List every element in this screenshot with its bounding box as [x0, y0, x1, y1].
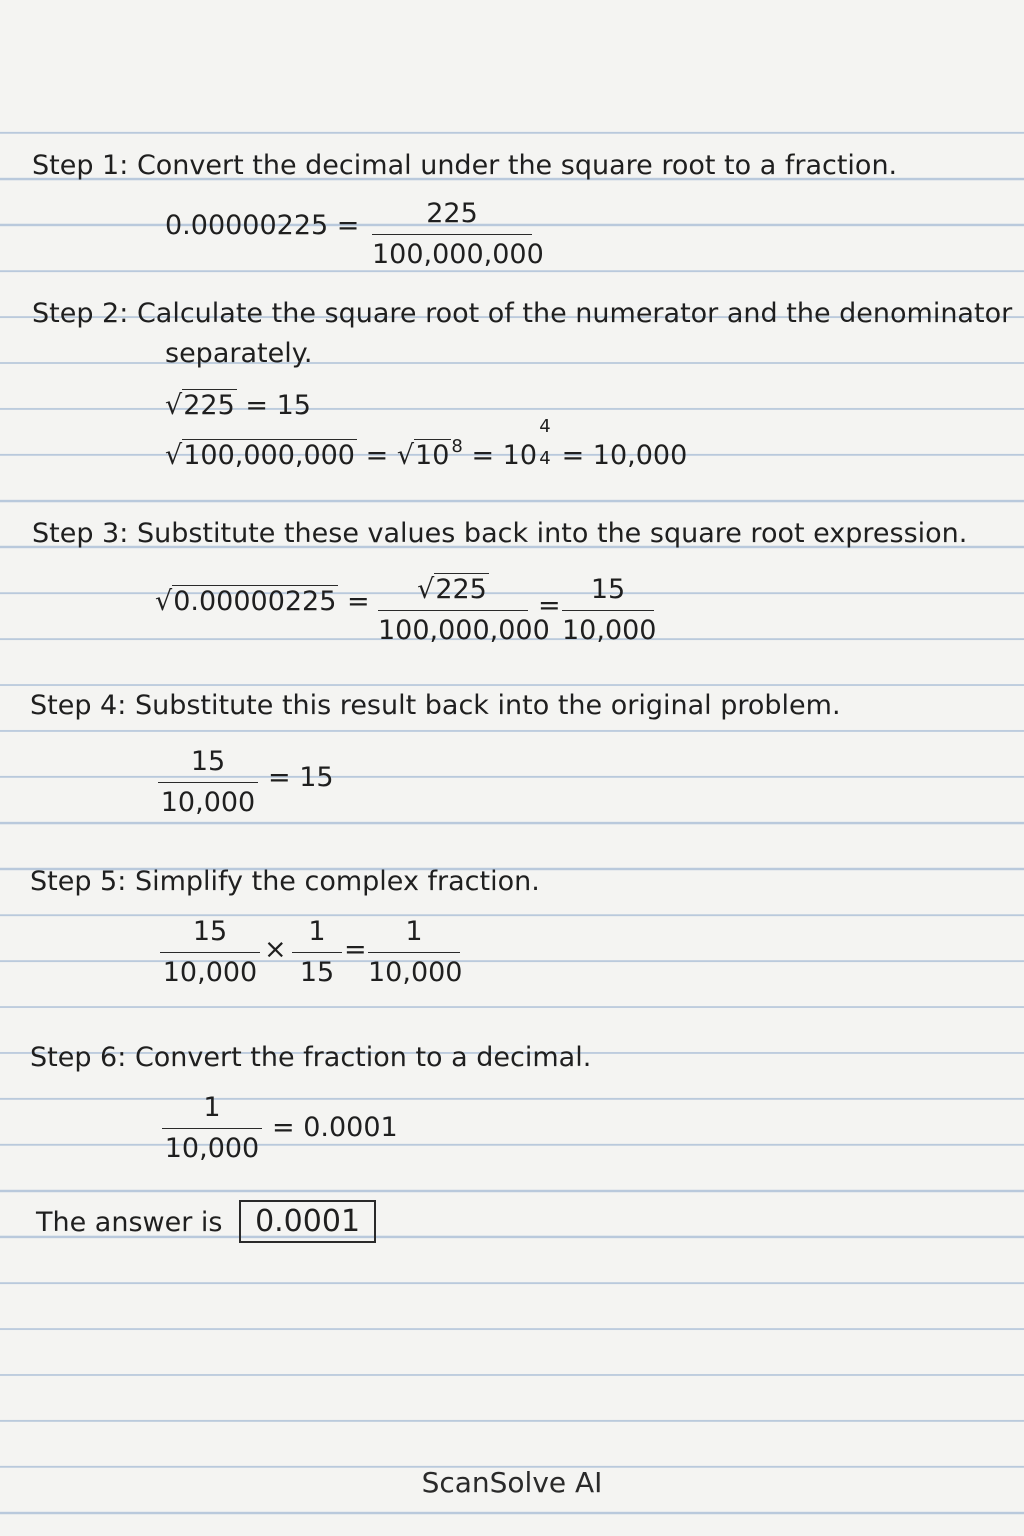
step-2-result-2: = 10,000: [561, 440, 688, 471]
step-6-denominator: 10,000: [164, 1133, 260, 1164]
step-5-f1-denominator: 10,000: [162, 957, 258, 988]
step-2-heading: [32, 298, 1012, 329]
step-5-fraction-3: [368, 914, 463, 991]
step-5-eq: =: [344, 934, 367, 965]
step-5-fraction-2: [292, 914, 342, 991]
step-3-label: Step 3:: [32, 518, 129, 549]
fraction-bar: [372, 234, 532, 235]
fraction-bar: [162, 1128, 262, 1129]
step-5-text: Simplify the complex fraction.: [134, 866, 540, 897]
fraction-bar: [158, 782, 258, 783]
fraction-bar: [368, 952, 460, 953]
step-5-f2-numerator: 1: [308, 916, 326, 947]
answer-line: [36, 1200, 376, 1243]
step-5-times: ×: [264, 934, 287, 965]
step-1-fraction: [372, 196, 544, 273]
step-3-eq-1: =: [347, 586, 370, 617]
step-2-line-1: [165, 390, 311, 421]
step-2-radicand-2: 100,000,000: [183, 440, 355, 471]
radical-icon: √: [165, 390, 183, 421]
exponent-bottom: 4: [539, 448, 551, 469]
step-2-eq-2: = 10: [471, 440, 537, 471]
step-6-heading: [30, 1042, 591, 1073]
step-3-f2-denominator: 10,000: [562, 615, 657, 646]
step-5-fraction-1: [160, 914, 260, 991]
fraction-bar: [562, 610, 654, 611]
step-5-heading: [30, 866, 540, 897]
radical-icon: √: [396, 440, 415, 471]
step-5-f2-denominator: 15: [299, 957, 335, 988]
step-3-fraction-1: [378, 572, 550, 649]
step-3-eq-2: =: [538, 590, 561, 621]
step-1-heading: [32, 150, 897, 181]
step-2-label: Step 2:: [32, 298, 129, 329]
step-4-result: = 15: [268, 762, 334, 793]
step-1-lhs: 0.00000225 =: [165, 210, 360, 241]
step-1-text: Convert the decimal under the square root to a fraction.: [136, 150, 898, 181]
step-2-line-2: [165, 416, 688, 471]
step-3-f1-numerator: √225: [417, 574, 487, 605]
step-2-stacked-exponent: [537, 416, 553, 471]
fraction-bar: [160, 952, 260, 953]
fraction-bar: [378, 610, 528, 611]
step-3-heading: [32, 518, 967, 549]
answer-prefix: The answer is: [36, 1207, 223, 1238]
step-2-text: Calculate the square root of the numerator and the denominator: [136, 298, 1013, 329]
step-1-numerator: 225: [426, 198, 478, 229]
step-5-f1-numerator: 15: [192, 916, 228, 947]
step-4-text: Substitute this result back into the original problem.: [134, 690, 841, 721]
radical-icon: √: [417, 574, 435, 605]
step-2-text-continued: separately.: [165, 338, 313, 369]
step-5-f3-numerator: 1: [405, 916, 423, 947]
step-6-text: Convert the fraction to a decimal.: [134, 1042, 592, 1073]
step-3-lhs: [155, 586, 370, 617]
step-6-result: = 0.0001: [272, 1112, 398, 1143]
answer-box: 0.0001: [239, 1200, 376, 1243]
step-4-numerator: 15: [190, 746, 226, 777]
step-2-eq-1: =: [365, 440, 389, 471]
radical-icon: √: [155, 586, 173, 617]
step-6-numerator: 1: [203, 1092, 221, 1123]
step-4-label: Step 4:: [30, 690, 127, 721]
step-4-heading: [30, 690, 841, 721]
step-5-label: Step 5:: [30, 866, 127, 897]
radical-icon: √: [165, 440, 183, 471]
step-2-exponent-8: 8: [451, 436, 463, 457]
step-6-fraction: [162, 1090, 262, 1167]
fraction-bar: [292, 952, 342, 953]
step-3-f2-numerator: 15: [590, 574, 626, 605]
step-1-denominator: 100,000,000: [372, 239, 544, 270]
step-2-result-1: = 15: [245, 390, 311, 421]
step-4-denominator: 10,000: [160, 787, 256, 818]
step-5-f3-denominator: 10,000: [368, 957, 463, 988]
step-3-radicand: 0.00000225: [173, 586, 337, 617]
step-3-f1-denominator: 100,000,000: [378, 615, 550, 646]
step-2-radicand-1: 225: [183, 390, 235, 421]
step-3-fraction-2: [562, 572, 657, 649]
step-3-text: Substitute these values back into the square root expression.: [136, 518, 968, 549]
step-1-label: Step 1:: [32, 150, 129, 181]
step-4-fraction: [158, 744, 258, 821]
step-6-label: Step 6:: [30, 1042, 127, 1073]
footer-brand: ScanSolve AI: [421, 1466, 603, 1499]
exponent-top: 4: [539, 416, 551, 437]
step-2-radicand-3: 10: [415, 440, 450, 471]
